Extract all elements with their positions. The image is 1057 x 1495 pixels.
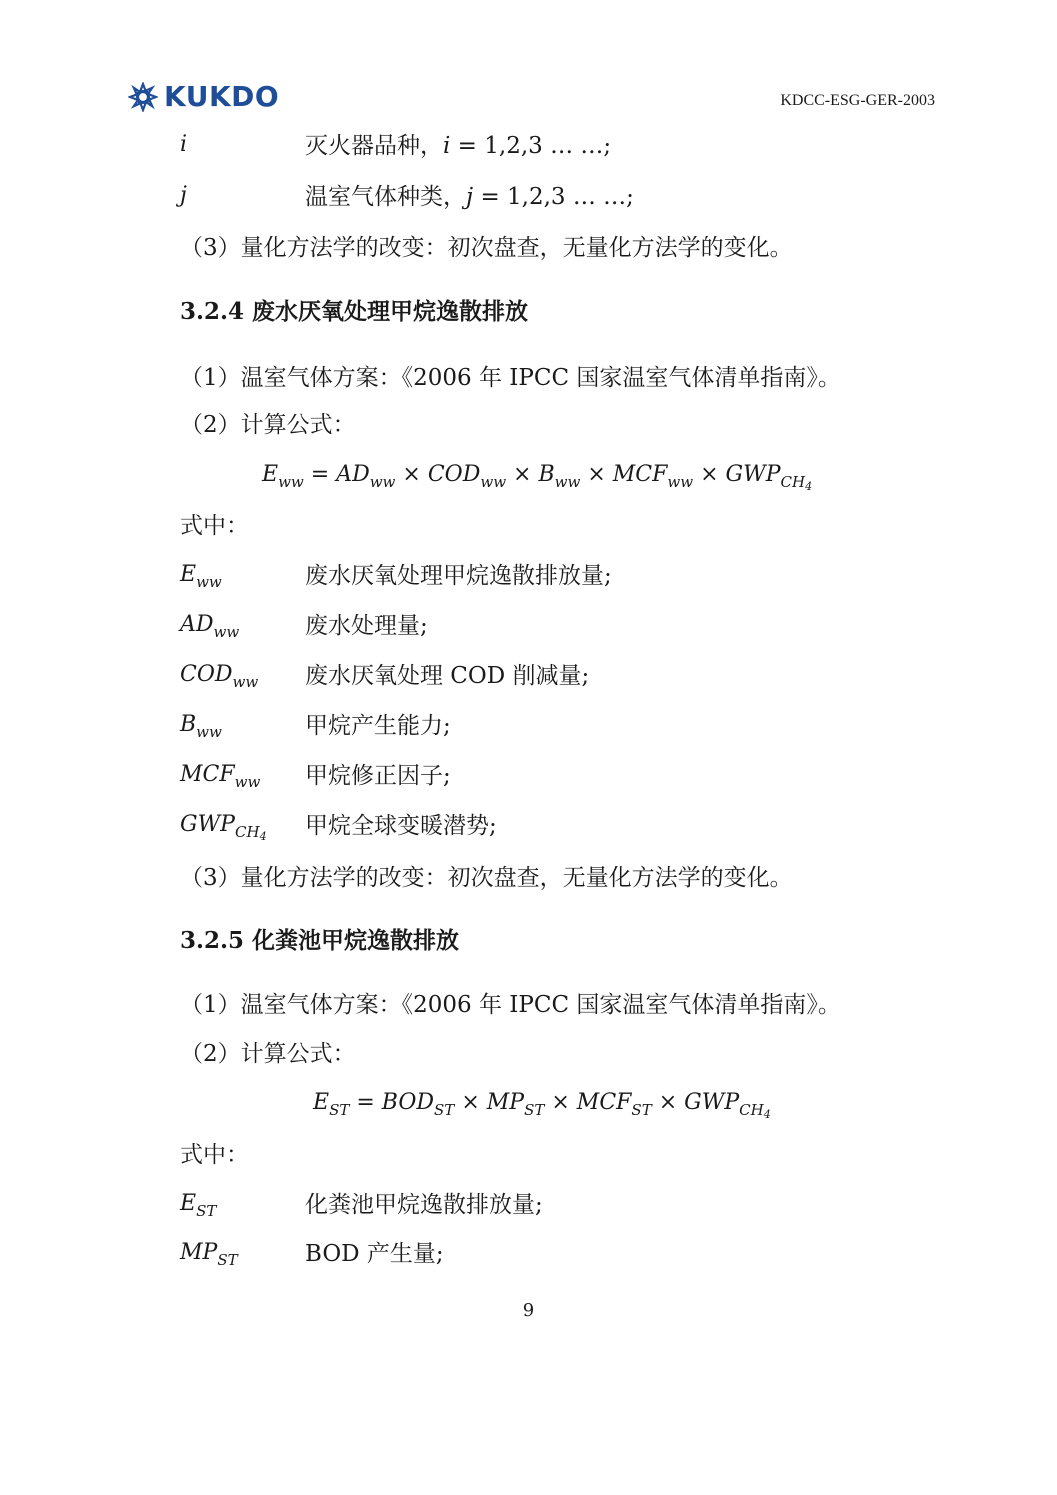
definition-b-ww: 甲烷产生能力; [305,713,451,739]
symbol-cod-ww: $COD_{ww}$ [180,662,259,691]
symbol-mcf-ww: $MCF_{ww}$ [180,762,261,791]
definition-e-ww: 废水厌氧处理甲烷逸散排放量; [305,563,612,589]
ghg-protocol-item: （1）温室气体方案：《2006 年 IPCC 国家温室气体清单指南》。 [180,365,841,391]
section-heading-3-2-5: 3.2.5 化粪池甲烷逸散排放 [180,927,460,954]
symbol-j: j [180,183,187,208]
symbol-mp-st: $MP_{ST}$ [180,1240,238,1269]
symbol-gwp-ch4: $GWP_{CH_4}$ [180,812,267,843]
where-label: 式中： [180,513,249,539]
ghg-protocol-item-3-2-5: （1）温室气体方案：《2006 年 IPCC 国家温室气体清单指南》。 [180,992,841,1018]
methodology-change-note: （3）量化方法学的改变：初次盘查，无量化方法学的变化。 [180,235,793,261]
definition-cod-ww: 废水厌氧处理 COD 削减量; [305,663,590,689]
section-heading-3-2-4: 3.2.4 废水厌氧处理甲烷逸散排放 [180,298,529,325]
company-logo [128,80,279,113]
symbol-i: i [180,132,188,157]
formula-label-3-2-5: （2）计算公式： [180,1041,356,1067]
definition-mcf-ww: 甲烷修正因子; [305,763,451,789]
formula-wastewater: $E_{ww} = AD_{ww} \times COD_{ww} \times B_{ww} \times MCF_{ww} \times GWP_{CH_4}$ [262,462,813,493]
symbol-b-ww: $B_{ww}$ [180,712,222,741]
document-number: KDCC-ESG-GER-2003 [780,92,935,109]
definition-gwp-ch4: 甲烷全球变暖潜势; [305,813,497,839]
definition-e-st: 化粪池甲烷逸散排放量; [305,1192,543,1218]
logo-text: KUKDO [164,80,280,113]
definition-mp-st: BOD 产生量; [305,1241,444,1267]
where-label-3-2-5: 式中： [180,1142,249,1168]
symbol-e-st: $E_{ST}$ [180,1191,217,1220]
symbol-ad-ww: $AD_{ww}$ [180,612,240,641]
definition-ad-ww: 废水处理量; [305,613,428,639]
definition-i: 灭火器品种，i = 1,2,3 … …; [305,133,612,159]
methodology-change-note-3-2-4: （3）量化方法学的改变：初次盘查，无量化方法学的变化。 [180,865,793,891]
logo-emblem-icon [128,82,158,112]
symbol-e-ww: $E_{ww}$ [180,562,222,591]
formula-septic-tank: $E_{ST} = BOD_{ST} \times MP_{ST} \times MCF_{ST} \times GWP_{CH_4}$ [313,1090,771,1121]
definition-j: 温室气体种类，j = 1,2,3 … …; [305,184,634,210]
page-number: 9 [522,1300,535,1321]
formula-label: （2）计算公式： [180,412,356,438]
